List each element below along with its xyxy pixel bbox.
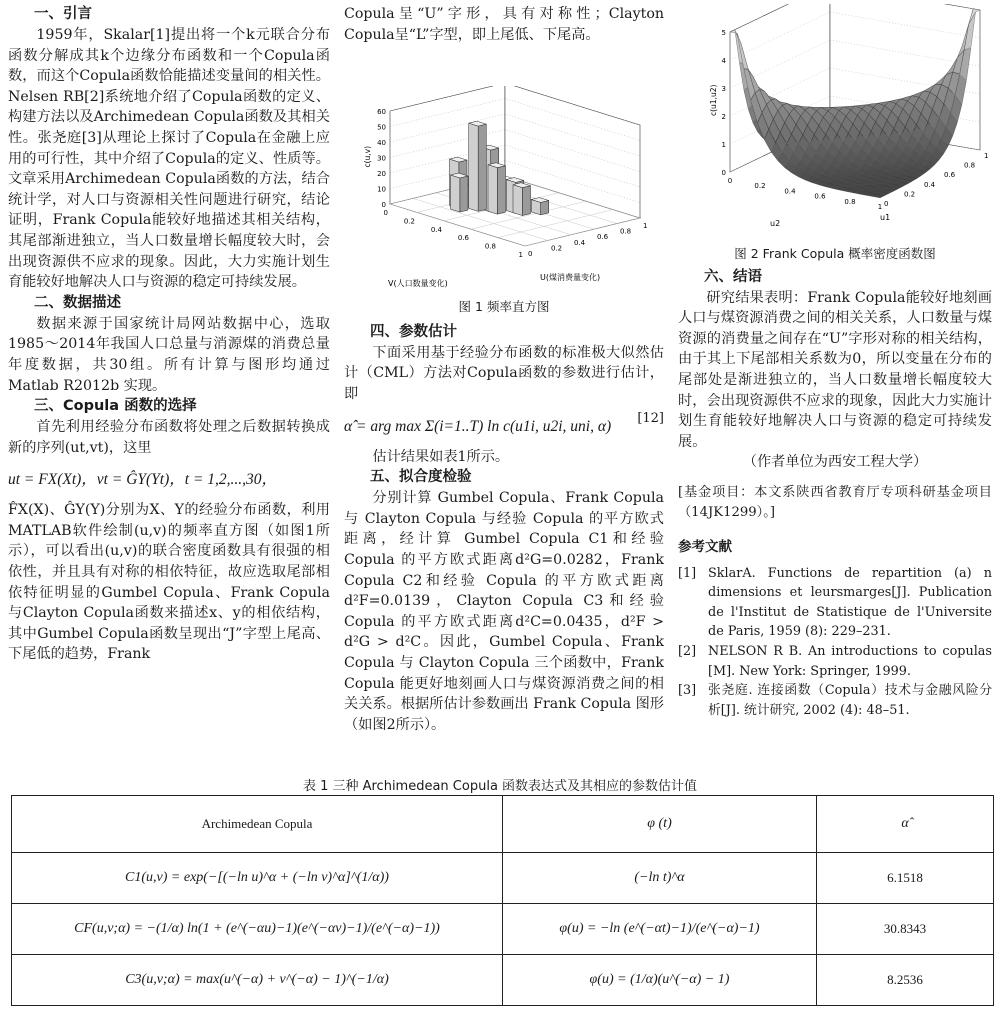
paragraph-data: 数据来源于国家统计局网站数据中心，选取1985～2014年我国人口总量与消源煤的消费总量年度数据，共30组。所有计算与图形均通过 Matlab R2012b 实现。 — [8, 315, 330, 394]
cell-phi: (−ln t)^α — [503, 853, 817, 904]
u2-tick-label: 0.6 — [944, 171, 956, 180]
histogram-bar-side — [497, 166, 505, 214]
table-header-row — [12, 796, 994, 853]
cell-formula: C1(u,v) = exp(−[(−ln u)^α + (−ln v)^α]^(1/α)) — [12, 853, 503, 904]
u1-tick-label: 0.8 — [844, 197, 856, 206]
z-tick-label: 4 — [721, 57, 726, 65]
z-axis-label: c(u1,u2) — [709, 84, 718, 116]
author-affiliation: （作者单位为西安工程大学） — [742, 454, 928, 471]
v-tick-label: 0.6 — [457, 234, 469, 243]
histogram-bar-side — [522, 186, 530, 216]
u1-tick-label: 0.6 — [814, 192, 826, 201]
histogram-bar-front — [451, 175, 460, 212]
z-tick-label: 0 — [381, 201, 386, 209]
v-tick-label: 1 — [518, 251, 523, 259]
u-tick-label: 0 — [528, 250, 533, 258]
z-tick-label: 5 — [721, 29, 726, 37]
u1-tick-label: 0 — [727, 177, 733, 185]
header-alpha: α̂ — [817, 796, 994, 853]
section-heading-fit: 五、拟合度检验 — [370, 469, 472, 486]
reference-item: [2] NELSON R B. An introductions to copulas [M]. New York: Springer, 1999. — [678, 643, 992, 679]
paragraph-copula-3: Copula呈“U”字形，具有对称性；Clayton Copula呈“L”字型，即上尾低、下尾高。 — [344, 6, 664, 43]
u2-tick-label: 1 — [984, 152, 989, 160]
cell-alpha: 6.1518 — [817, 853, 994, 904]
table-row — [12, 955, 994, 1006]
paragraph-copula-1: 首先利用经验分布函数将处理之后数据转换成新的序列(ut,vt)，这里 — [8, 419, 330, 456]
paragraph-conclusion: 研究结果表明：Frank Copula能较好地刻画人口与煤资源消费之间的相关关系，人口数量与煤资源的消费量之间存在“U”字形对称的相关结构，由于其上下尾部相关系数为0，所以变量在分布的尾部处是渐进独立的，当人口数量增长幅度较大时，会出现资源供不应求的现象，因此大力实施计划生育能较好地解决人口与资源的稳定可持续发展。 — [678, 289, 992, 450]
copula-table — [11, 795, 994, 1006]
paragraph-fit: 分别计算 Gumbel Copula、Frank Copula 与 Clayton Copula 与经验 Copula 的平方欧式距离，经计算 Gumbel Copula C1和经验 Copula 的平方欧式距离d²G=0.0282，Frank Copula C2和经验 Copula 的平方欧式距离d²F=0.0139，Clayton Copula C3和经验 Copula 的平方欧式距离d²C=0.0435，d²F > d²G > d²C。因此，Gumbel Copula、Frank Copula 与 Clayton Copula 三个函数中，Frank Copula 能更好地刻画人口与煤资源消费之间的相关关系。根据所估计参数画出 Frank Copula 图形（如图2所示）。 — [344, 490, 664, 733]
histogram-bar-front — [469, 123, 478, 211]
u-tick-label: 0.4 — [574, 238, 586, 247]
table-row — [12, 853, 994, 904]
u1-tick-label: 0.4 — [784, 187, 796, 196]
v-tick-label: 0 — [383, 209, 388, 217]
paragraph-copula-2: F̂X(X)、ĜY(Y)分别为X、Y的经验分布函数，利用MATLAB软件绘制(u,v)的频率直方图（如图1所示），可以看出(u,v)的联合密度函数具有很强的相依性，并且具有对称的相依特征，故应选取尾部相依特征明显的Gumbel Copula、Frank Copula与Clayton Copula函数来描述x、y的相依结构，其中Gumbel Copula函数呈现出“J”字型上尾高、下尾低的趋势，Frank — [8, 502, 330, 663]
column-left — [8, 4, 330, 665]
table-caption: 表 1 三种 Archimedean Copula 函数表达式及其相应的参数估计值 — [302, 779, 698, 794]
cell-phi: φ(u) = −ln (e^(−αt)−1)/(e^(−α)−1) — [503, 904, 817, 955]
cell-formula: C3(u,v;α) = max(u^(−α) + v^(−α) − 1)^(−1/α) — [12, 955, 503, 1006]
z-axis-label: c(u,v) — [363, 145, 372, 168]
reference-item: [1] SklarA. Functions de repartition (a) n dimensions et leursmarges[J]. Publication de l'Institut de Statistique de l'Universite de Paris, 1959 (8): 229–231. — [678, 565, 992, 640]
figure-2-caption: 图 2 Frank Copula 概率密度函数图 — [734, 246, 936, 261]
cell-alpha: 8.2536 — [817, 955, 994, 1006]
u-tick-label: 0.6 — [597, 233, 609, 242]
paragraph-estimation-result: 估计结果如表1所示。 — [372, 448, 510, 465]
z-tick-label: 2 — [721, 113, 726, 121]
u2-tick-label: 0 — [884, 200, 889, 208]
reference-item: [3] 张尧庭. 连接函数（Copula）技术与金融风险分析[J]. 统计研究, 2002 (4): 48–51. — [678, 683, 992, 718]
u-axis-label: U(煤消费量变化) — [540, 273, 601, 282]
z-tick-label: 0 — [721, 169, 726, 177]
u-tick-label: 1 — [643, 222, 648, 230]
u2-tick-label: 0.8 — [964, 161, 976, 170]
z-tick-label: 60 — [377, 108, 386, 116]
equation-empirical: ut = FX(Xt)，vt = ĜY(Yt)，t = 1,2,...,30， — [8, 471, 278, 489]
references-heading: 参考文献 — [678, 538, 732, 555]
v-tick-label: 0.4 — [430, 225, 442, 234]
v-tick-label: 0.8 — [484, 242, 496, 251]
figure-2-surface — [700, 4, 990, 240]
u2-tick-label: 0.2 — [904, 190, 916, 199]
histogram-bar-side — [478, 124, 486, 211]
section-heading-conclusion: 六、结语 — [704, 268, 762, 285]
v-axis-label: V(人口数量变化) — [388, 279, 448, 288]
fund-note: [基金项目：本文系陕西省教育厅专项科研基金项目（14JK1299）。] — [678, 484, 992, 520]
equation-cml: α̂ = arg max Σ(i=1..T) ln c(u1i, u2i, uni, α) — [344, 417, 612, 435]
histogram-bar-side — [460, 176, 468, 212]
u1-axis-label: u1 — [880, 213, 891, 222]
u-tick-label: 0.2 — [551, 244, 563, 253]
z-tick-label: 30 — [377, 154, 386, 163]
u1-tick-label: 0.2 — [754, 182, 766, 191]
equation-reference: [12] — [637, 410, 664, 426]
table-row — [12, 904, 994, 955]
z-tick-label: 1 — [721, 141, 726, 149]
u2-axis-label: u2 — [770, 219, 781, 228]
cell-alpha: 30.8343 — [817, 904, 994, 955]
histogram-3d-chart — [360, 86, 650, 296]
section-heading-intro: 一、引言 — [34, 6, 92, 22]
z-tick-label: 3 — [721, 85, 726, 93]
figure-1-caption: 图 1 频率直方图 — [458, 299, 550, 315]
figure-1-histogram — [360, 86, 650, 296]
cell-phi: φ(u) = (1/α)(u^(−α) − 1) — [503, 955, 817, 1006]
header-phi: φ (t) — [503, 796, 817, 853]
u-tick-label: 0.8 — [620, 227, 632, 236]
z-tick-label: 10 — [377, 185, 386, 194]
paragraph-intro: 1959年，Skalar[1]提出将一个k元联合分布函数分解成其k个边缘分布函数和一个Copula函数，而这个Copula函数恰能描述变量间的相关性。Nelsen RB[2]系统地介绍了Copula函数的定义、构建方法以及Archimedean Copula函数及其相关性。张尧庭[3]从理论上探讨了Copula在金融上应用的可行性，其中介绍了Copula的定义、性质等。文章采用Archimedean Copula函数的方法，结合统计学，对人口与资源相关性问题进行研究，结论证明，Frank Copula能较好地描述其相关结构，其尾部渐进独立，当人口数量增长幅度较大时，会出现资源供不应求的现象。因此，大力实施计划生育能较好地解决人口与资源的稳定可持续发展。 — [8, 27, 330, 291]
histogram-bar-front — [513, 185, 522, 216]
histogram-bar-side — [541, 200, 549, 214]
u1-tick-label: 1 — [877, 203, 883, 211]
z-tick-label: 20 — [377, 170, 386, 178]
frank-copula-surface-chart — [700, 4, 990, 240]
u2-tick-label: 0.4 — [924, 180, 936, 189]
z-tick-label: 40 — [377, 139, 386, 147]
section-heading-copula: 三、Copula 函数的选择 — [34, 398, 197, 415]
paragraph-estimation: 下面采用基于经验分布函数的标准极大似然估计（CML）方法对Copula函数的参数进行估计，即 — [344, 344, 664, 402]
histogram-bar-front — [488, 165, 497, 214]
z-tick-label: 50 — [377, 123, 386, 132]
v-tick-label: 0.2 — [403, 217, 415, 226]
section-heading-data: 二、数据描述 — [34, 294, 121, 311]
section-heading-estimation: 四、参数估计 — [370, 323, 457, 340]
cell-formula: CF(u,v;α) = −(1/α) ln(1 + (e^(−αu)−1)(e^(−αv)−1)/(e^(−α)−1)) — [12, 904, 503, 955]
header-copula: Archimedean Copula — [12, 796, 503, 853]
